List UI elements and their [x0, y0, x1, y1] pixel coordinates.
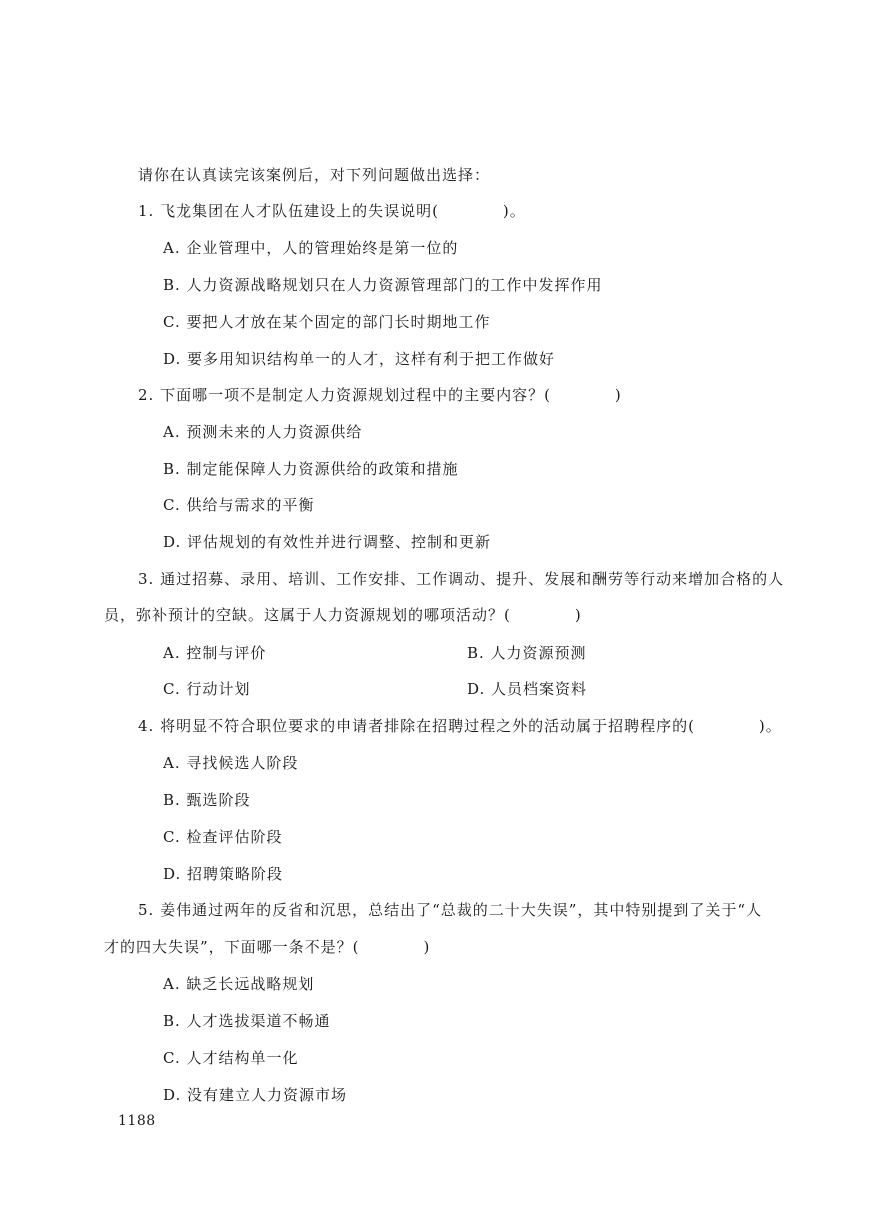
question-4-option-a: A. 寻找候选人阶段 — [163, 754, 299, 772]
question-4-stem: 4. 将明显不符合职位要求的申请者排除在招聘过程之外的活动属于招聘程序的( )。 — [138, 717, 782, 735]
question-1-option-c: C. 要把人才放在某个固定的部门长时期地工作 — [163, 313, 491, 331]
question-2-option-d: D. 评估规划的有效性并进行调整、控制和更新 — [163, 533, 492, 551]
question-2-option-b: B. 制定能保障人力资源供给的政策和措施 — [163, 460, 459, 478]
question-1-option-b: B. 人力资源战略规划只在人力资源管理部门的工作中发挥作用 — [163, 276, 603, 294]
question-2-option-c: C. 供给与需求的平衡 — [163, 496, 315, 514]
question-2-option-a: A. 预测未来的人力资源供给 — [163, 423, 363, 441]
question-2-stem: 2. 下面哪一项不是制定人力资源规划过程中的主要内容？( ) — [138, 386, 622, 404]
question-4-option-b: B. 甄选阶段 — [163, 791, 251, 809]
question-5-option-a: A. 缺乏长远战略规划 — [163, 975, 315, 993]
question-1-option-d: D. 要多用知识结构单一的人才，这样有利于把工作做好 — [163, 350, 556, 368]
question-5-option-c: C. 人才结构单一化 — [163, 1049, 299, 1067]
question-5-stem-continued: 才的四大失误”，下面哪一条不是？( ) — [104, 938, 431, 956]
question-3-option-d: D. 人员档案资料 — [467, 680, 588, 698]
question-4-option-d: D. 招聘策略阶段 — [163, 865, 284, 883]
question-3-option-a: A. 控制与评价 — [163, 644, 267, 662]
question-5-stem: 5. 姜伟通过两年的反省和沉思，总结出了“总裁的二十大失误”，其中特别提到了关于“人 — [138, 901, 763, 919]
question-3-stem: 3. 通过招募、录用、培训、工作安排、工作调动、提升、发展和酬劳等行动来增加合格的人 — [138, 570, 785, 588]
instruction-text: 请你在认真读完该案例后，对下列问题做出选择： — [138, 166, 491, 184]
question-3-option-c: C. 行动计划 — [163, 680, 251, 698]
question-3-option-b: B. 人力资源预测 — [467, 644, 587, 662]
question-1-option-a: A. 企业管理中，人的管理始终是第一位的 — [163, 239, 459, 257]
question-1-stem: 1. 飞龙集团在人才队伍建设上的失误说明( )。 — [138, 202, 526, 220]
question-5-option-d: D. 没有建立人力资源市场 — [163, 1086, 348, 1104]
question-3-stem-continued: 员，弥补预计的空缺。这属于人力资源规划的哪项活动？( ) — [104, 606, 582, 624]
question-4-option-c: C. 检查评估阶段 — [163, 828, 283, 846]
page-number: 1188 — [118, 1113, 156, 1129]
question-5-option-b: B. 人才选拔渠道不畅通 — [163, 1012, 331, 1030]
